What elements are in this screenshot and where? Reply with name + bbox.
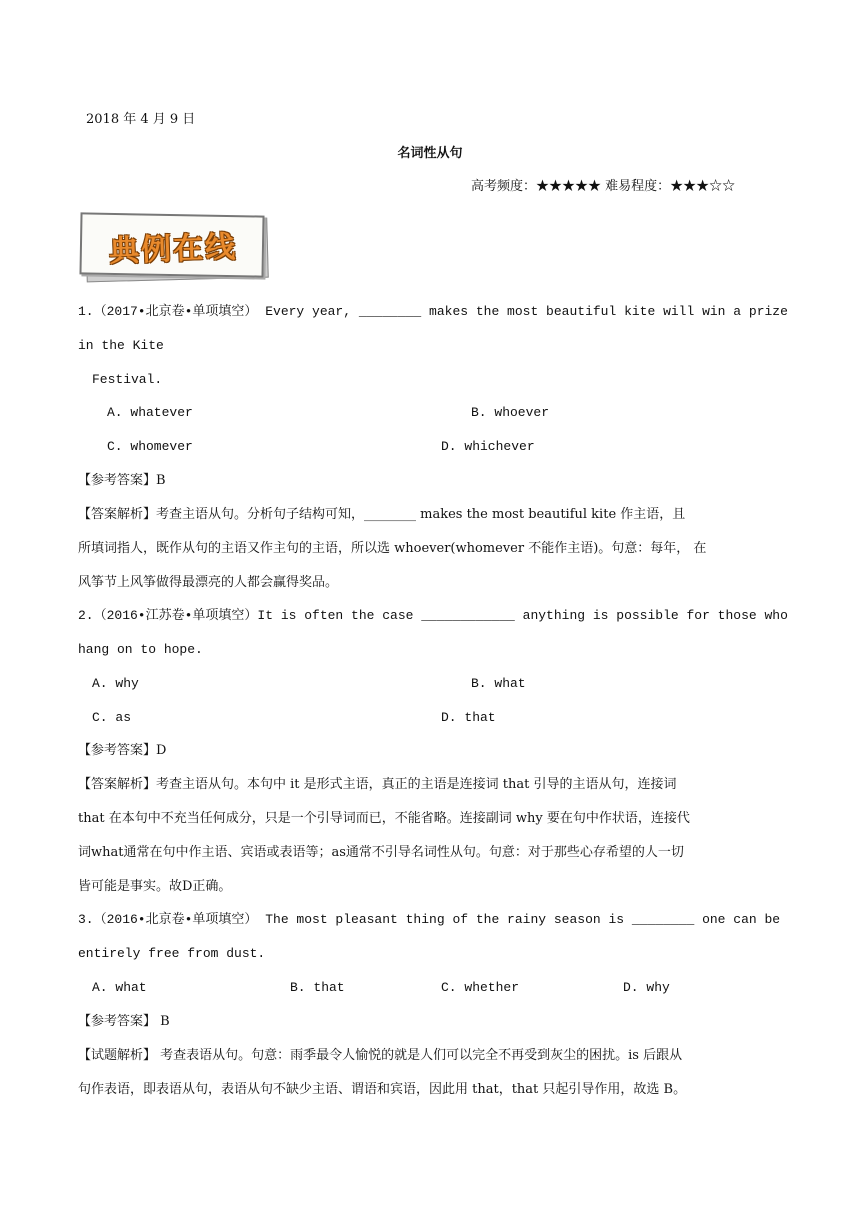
q3-explanation-line2: 句作表语，即表语从句，表语从句不缺少主语、谓语和宾语，因此用 that，that 只起引导作用，故选 B。 xyxy=(78,1082,687,1097)
q2-explanation-line1: 【答案解析】考查主语从句。本句中 it 是形式主语，真正的主语是连接词 that 引导的主语从句，连接词 xyxy=(78,777,677,792)
q1-option-a: A. whatever xyxy=(107,405,193,420)
q1-explanation-line2: 所填词指人，既作从句的主语又作主句的主语，所以选 whoever(whomever 不能作主语)。句意：每年， 在 xyxy=(78,541,707,556)
q3-stem-line1: 3.（2016•北京卷•单项填空） The most pleasant thing of the rainy season is ________ one can be xyxy=(78,912,781,927)
q2-stem-line2: hang on to hope. xyxy=(78,642,203,657)
q1-stem-line3: Festival. xyxy=(92,372,163,387)
q1-option-b: B. whoever xyxy=(471,405,550,420)
page-title: 名词性从句 xyxy=(397,146,463,161)
frequency-difficulty: 高考频度：★★★★★ 难易程度：★★★☆☆ xyxy=(471,179,736,194)
q1-explanation-line1: 【答案解析】考查主语从句。分析句子结构可知，________ makes the most beautiful kite 作主语，且 xyxy=(78,507,686,522)
q2-option-c: C. as xyxy=(92,710,132,725)
q2-option-d: D. that xyxy=(441,710,496,725)
q2-explanation-line3: 词what通常在句中作主语、宾语或表语等；as通常不引导名词性从句。句意：对于那些心存希望的人一切 xyxy=(78,845,684,860)
q3-answer: 【参考答案】 B xyxy=(78,1014,170,1029)
q3-explanation-line1: 【试题解析】 考查表语从句。句意：雨季最令人愉悦的就是人们可以完全不再受到灰尘的困扰。is 后跟从 xyxy=(78,1048,683,1063)
q2-option-b: B. what xyxy=(471,676,526,691)
q2-stem-line1: 2.（2016•江苏卷•单项填空）It is often the case ____________ anything is possible for those who xyxy=(78,608,788,623)
q1-option-c: C. whomever xyxy=(107,439,193,454)
q2-option-a: A. why xyxy=(92,676,139,691)
q2-explanation-line2: that 在本句中不充当任何成分，只是一个引导词而已，不能省略。连接副词 why 要在句中作状语，连接代 xyxy=(78,811,690,826)
q3-option-d: D. why xyxy=(623,980,670,995)
q2-answer: 【参考答案】D xyxy=(78,743,167,758)
q3-stem-line2: entirely free from dust. xyxy=(78,946,266,961)
q1-option-d: D. whichever xyxy=(441,439,535,454)
q3-option-a: A. what xyxy=(92,980,147,995)
q1-stem-line1: 1.（2017•北京卷•单项填空） Every year, ________ makes the most beautiful kite will win a prize xyxy=(78,304,788,319)
q3-option-b: B. that xyxy=(290,980,345,995)
section-banner xyxy=(80,214,270,282)
q1-explanation-line3: 风筝节上风筝做得最漂亮的人都会赢得奖品。 xyxy=(78,575,339,590)
date-line: 2018 年 4 月 9 日 xyxy=(86,112,196,127)
q3-option-c: C. whether xyxy=(441,980,520,995)
banner-title: 典例在线 xyxy=(108,229,238,270)
q1-answer: 【参考答案】B xyxy=(78,473,166,488)
q2-explanation-line4: 皆可能是事实。故D正确。 xyxy=(78,879,232,894)
q1-stem-line2: in the Kite xyxy=(78,338,164,353)
